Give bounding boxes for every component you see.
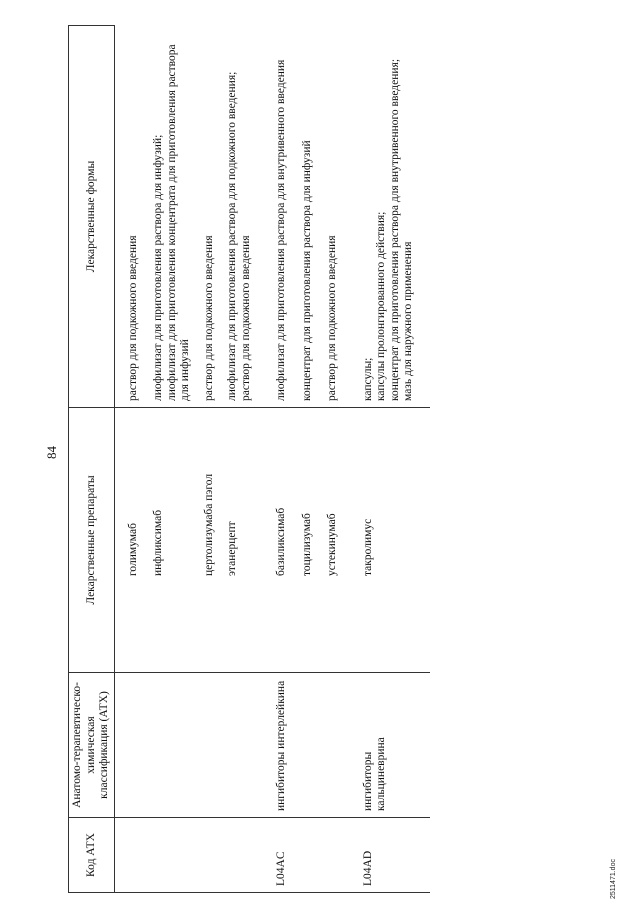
atx-code — [301, 818, 315, 893]
spacer-cell — [193, 26, 203, 408]
preparation-name: тоцилизумаб — [301, 408, 315, 673]
preparation-name: инфликсимаб — [152, 408, 193, 673]
spacer-cell — [314, 408, 326, 673]
spacer-cell — [140, 818, 152, 893]
dosage-forms: лиофилизат для приготовления раствора для внутривенного введения — [275, 59, 287, 401]
spacer-cell — [289, 673, 301, 818]
header-preparations: Лекарственные препараты — [69, 408, 115, 673]
preparation-name: цертолизумаба пэгол — [203, 408, 217, 673]
atx-code — [114, 818, 140, 893]
page-number: 84 — [44, 446, 59, 459]
spacer-cell — [416, 818, 430, 893]
spacer-cell — [289, 818, 301, 893]
spacer-cell — [340, 26, 362, 408]
spacer-cell — [416, 673, 430, 818]
dosage-forms: лиофилизат для приготовления раствора для подкожного введения; раствор для подкожного введения — [226, 71, 252, 401]
spacer-cell — [193, 818, 203, 893]
dosage-forms: раствор для подкожного введения — [202, 235, 215, 401]
spacer-cell — [216, 818, 226, 893]
table-row — [203, 26, 217, 893]
atx-code — [326, 818, 340, 893]
atx-table — [68, 25, 430, 893]
spacer-cell — [340, 818, 362, 893]
dosage-forms: концентрат для приготовления раствора для инфузий — [300, 140, 313, 401]
spacer-cell — [140, 673, 152, 818]
spacer-cell — [314, 26, 326, 408]
table-body — [114, 26, 430, 893]
atx-classification: ингибиторы интерлейкина — [275, 673, 289, 818]
spacer-cell — [193, 673, 203, 818]
preparation-name: устекинумаб — [326, 408, 340, 673]
table-header-row — [69, 26, 115, 893]
row-spacer — [314, 26, 326, 893]
table-row — [275, 26, 289, 893]
spacer-cell — [340, 673, 362, 818]
row-spacer — [416, 26, 430, 893]
table-row — [114, 26, 140, 893]
dosage-forms: раствор для подкожного введения — [126, 235, 139, 401]
atx-classification — [226, 673, 253, 818]
spacer-cell — [314, 818, 326, 893]
atx-code — [152, 818, 193, 893]
row-spacer — [140, 26, 152, 893]
atx-classification: ингибиторы кальциневрина — [362, 673, 416, 818]
spacer-cell — [416, 26, 430, 408]
spacer-cell — [314, 673, 326, 818]
atx-code — [226, 818, 253, 893]
spacer-cell — [289, 408, 301, 673]
spacer-cell — [253, 408, 275, 673]
preparation-name: этанерцепт — [226, 408, 253, 673]
spacer-cell — [193, 408, 203, 673]
preparation-name: голимумаб — [114, 408, 140, 673]
spacer-cell — [216, 408, 226, 673]
atx-code: L04AD — [362, 818, 416, 893]
spacer-cell — [140, 26, 152, 408]
table-row — [152, 26, 193, 893]
dosage-forms: раствор для подкожного введения — [326, 235, 338, 401]
spacer-cell — [253, 818, 275, 893]
table-row — [362, 26, 416, 893]
atx-classification — [326, 673, 340, 818]
spacer-cell — [416, 408, 430, 673]
table-row — [226, 26, 253, 893]
atx-code — [203, 818, 217, 893]
spacer-cell — [216, 26, 226, 408]
doc-id: 2511471.doc — [610, 859, 617, 899]
spacer-cell — [253, 673, 275, 818]
header-forms: Лекарственные формы — [69, 26, 115, 408]
row-spacer — [253, 26, 275, 893]
preparation-name: такролимус — [362, 408, 416, 673]
row-spacer — [340, 26, 362, 893]
row-spacer — [289, 26, 301, 893]
header-code: Код АТХ — [69, 818, 115, 893]
spacer-cell — [216, 673, 226, 818]
atx-classification — [114, 673, 140, 818]
dosage-forms: капсулы; капсулы пролонгированного действия; концентрат для приготовления раствора для внутривенного введения; мазь для наружного применения — [361, 58, 414, 401]
atx-classification — [152, 673, 193, 818]
atx-classification — [301, 673, 315, 818]
table-row — [326, 26, 340, 893]
row-spacer — [193, 26, 203, 893]
spacer-cell — [140, 408, 152, 673]
spacer-cell — [340, 408, 362, 673]
atx-classification — [203, 673, 217, 818]
dosage-forms: лиофилизат для приготовления раствора для инфузий; лиофилизат для приготовления концентрата для приготовления раствора для инфузий — [152, 44, 191, 401]
header-classification: Анатомо-терапевтическо-химическая классификация (АТХ) — [69, 673, 115, 818]
atx-code: L04AC — [275, 818, 289, 893]
row-spacer — [216, 26, 226, 893]
table-row — [301, 26, 315, 893]
preparation-name: базиликсимаб — [275, 408, 289, 673]
spacer-cell — [253, 26, 275, 408]
spacer-cell — [289, 26, 301, 408]
